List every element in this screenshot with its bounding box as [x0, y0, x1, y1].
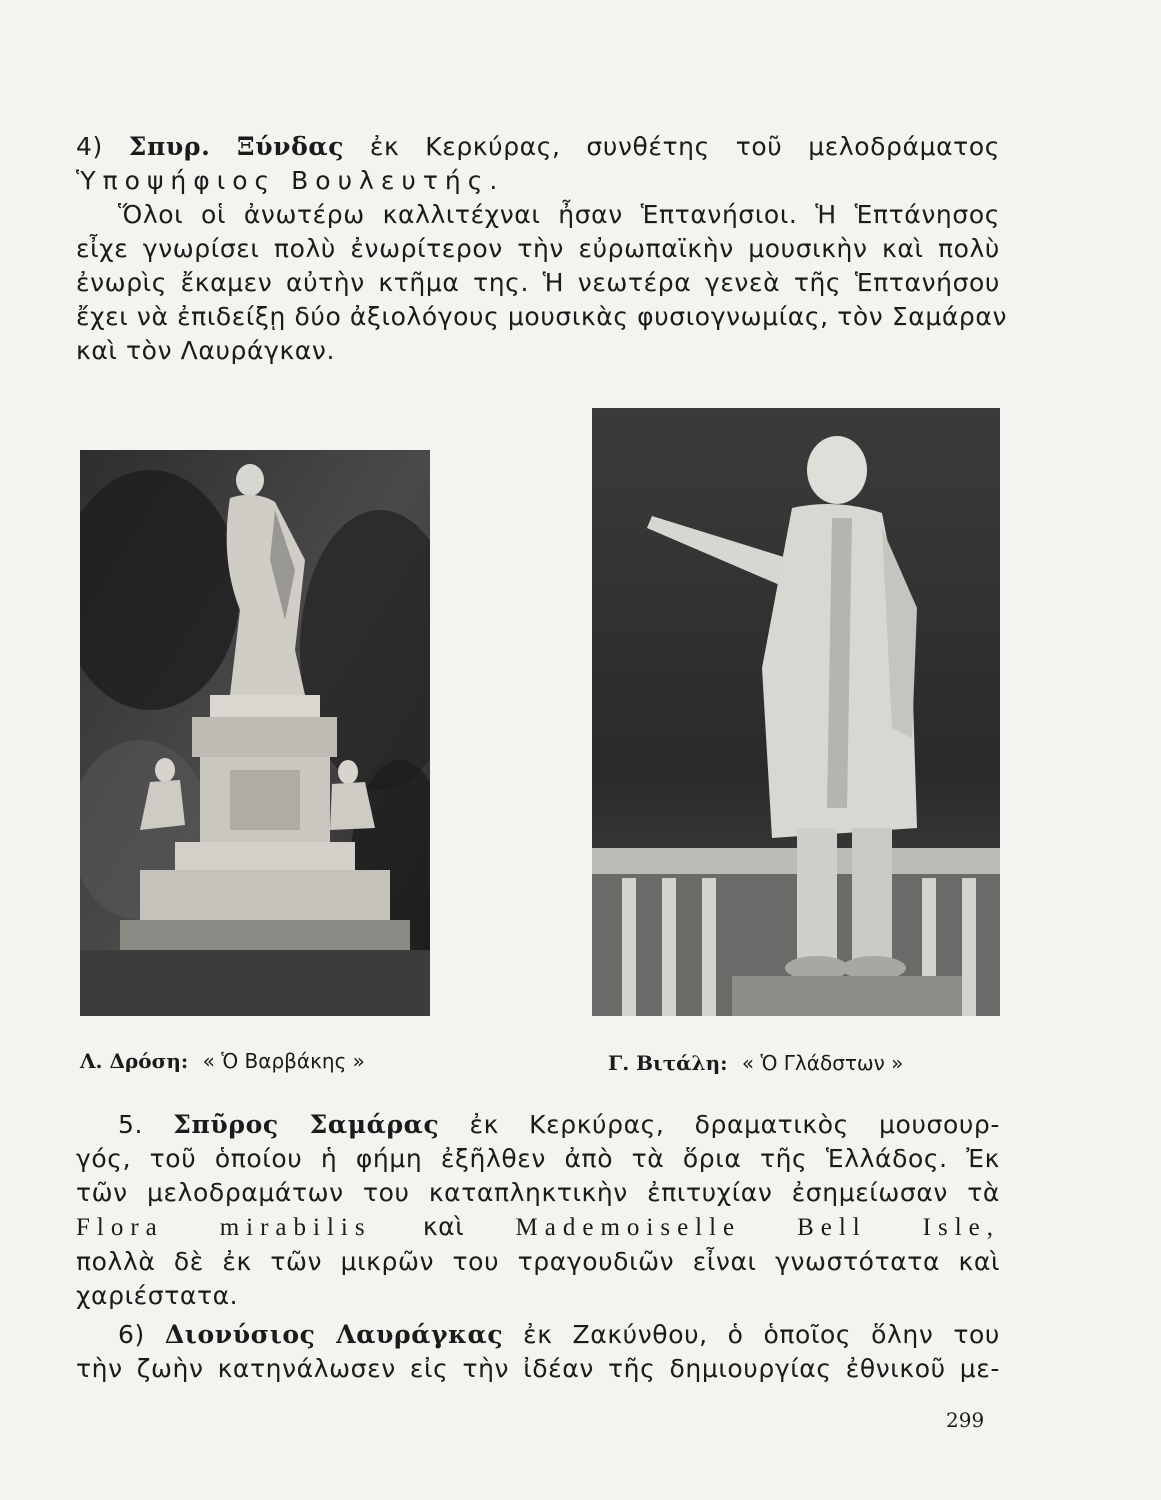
- caption-artist: Γ. Βιτάλη:: [608, 1051, 728, 1075]
- caption-title: « Ὁ Βαρβάκης »: [202, 1049, 365, 1073]
- text-line: γός, τοῦ ὁποίου ἡ φήμη ἐξῆλθεν ἀπὸ τὰ ὅρια τῆς Ἑλλάδος. Ἐκ: [76, 1144, 1000, 1173]
- text-line: Ὅλοι οἱ ἀνωτέρω καλλιτέχναι ἦσαν Ἑπτανήσιοι. Ἡ Ἑπτάνησος: [118, 200, 1000, 229]
- paragraph-xyndas: [76, 130, 1000, 198]
- samaras-works-line: [76, 1210, 1000, 1245]
- caption-title: « Ὁ Γλάδστων »: [741, 1051, 904, 1075]
- gladstone-statue-photo: [592, 408, 1000, 1016]
- samaras-line-1: [76, 1108, 1000, 1142]
- paragraph-lavrangas: [76, 1318, 1000, 1386]
- paragraph-samaras: [76, 1108, 1000, 1313]
- composer-name: Διονύσιος Λαυράγκας: [164, 1320, 504, 1349]
- composer-description: ἐκ Κερκύρας, δραματικὸς μουσουρ-: [469, 1110, 1001, 1139]
- text-line: καὶ τὸν Λαυράγκαν.: [76, 336, 335, 365]
- composer-description: ἐκ Ζακύνθου, ὁ ὁποῖος ὅλην του: [523, 1320, 1000, 1349]
- composer-name: Σπῦρος Σαμάρας: [173, 1110, 440, 1139]
- lavrangas-line-1: [76, 1318, 1000, 1352]
- item-number: 5.: [118, 1110, 144, 1139]
- paragraph-heptanese: [76, 198, 1008, 368]
- xyndas-line-1: [76, 130, 1000, 164]
- xyndas-line-2: [76, 164, 1000, 198]
- conjunction: καὶ: [422, 1212, 465, 1241]
- item-number: 6): [118, 1320, 145, 1349]
- composer-description: ἐκ Κερκύρας, συνθέτης τοῦ μελοδράματος: [369, 132, 1000, 161]
- text-line: χαριέστατα.: [76, 1281, 239, 1310]
- text-line: πολλὰ δὲ ἐκ τῶν μικρῶν του τραγουδιῶν εἶναι γνωστότατα καὶ: [76, 1247, 1000, 1276]
- caption-left: [80, 1048, 365, 1074]
- text-line: ἔχει νὰ ἐπιδείξῃ δύο ἀξιολόγους μουσικὰς φυσιογνωμίας, τὸν Σαμάραν: [76, 302, 1008, 331]
- opera-title: Mademoiselle Bell Isle,: [515, 1214, 1001, 1241]
- caption-artist: Λ. Δρόση:: [80, 1049, 189, 1073]
- text-line: τὴν ζωὴν κατηνάλωσεν εἰς τὴν ἰδέαν τῆς δημιουργίας ἐθνικοῦ με-: [76, 1354, 1000, 1383]
- opera-title: Ὑποψήφιος Βουλευτής.: [76, 166, 505, 195]
- varvakis-statue-photo: [80, 450, 430, 1016]
- page-number: 299: [946, 1408, 985, 1432]
- caption-right: [608, 1050, 903, 1076]
- text-line: εἶχε γνωρίσει πολὺ ἐνωρίτερον τὴν εὐρωπαϊκὴν μουσικὴν καὶ πολὺ: [76, 234, 1000, 263]
- composer-name: Σπυρ. Ξύνδας: [128, 132, 345, 161]
- opera-title: Flora mirabilis: [76, 1214, 372, 1241]
- text-line: τῶν μελοδραμάτων του καταπληκτικὴν ἐπιτυχίαν ἐσημείωσαν τὰ: [76, 1178, 1000, 1207]
- item-number: 4): [76, 132, 103, 161]
- text-line: ἐνωρὶς ἔκαμεν αὐτὴν κτῆμα της. Ἡ νεωτέρα γενεὰ τῆς Ἑπτανήσου: [76, 268, 1000, 297]
